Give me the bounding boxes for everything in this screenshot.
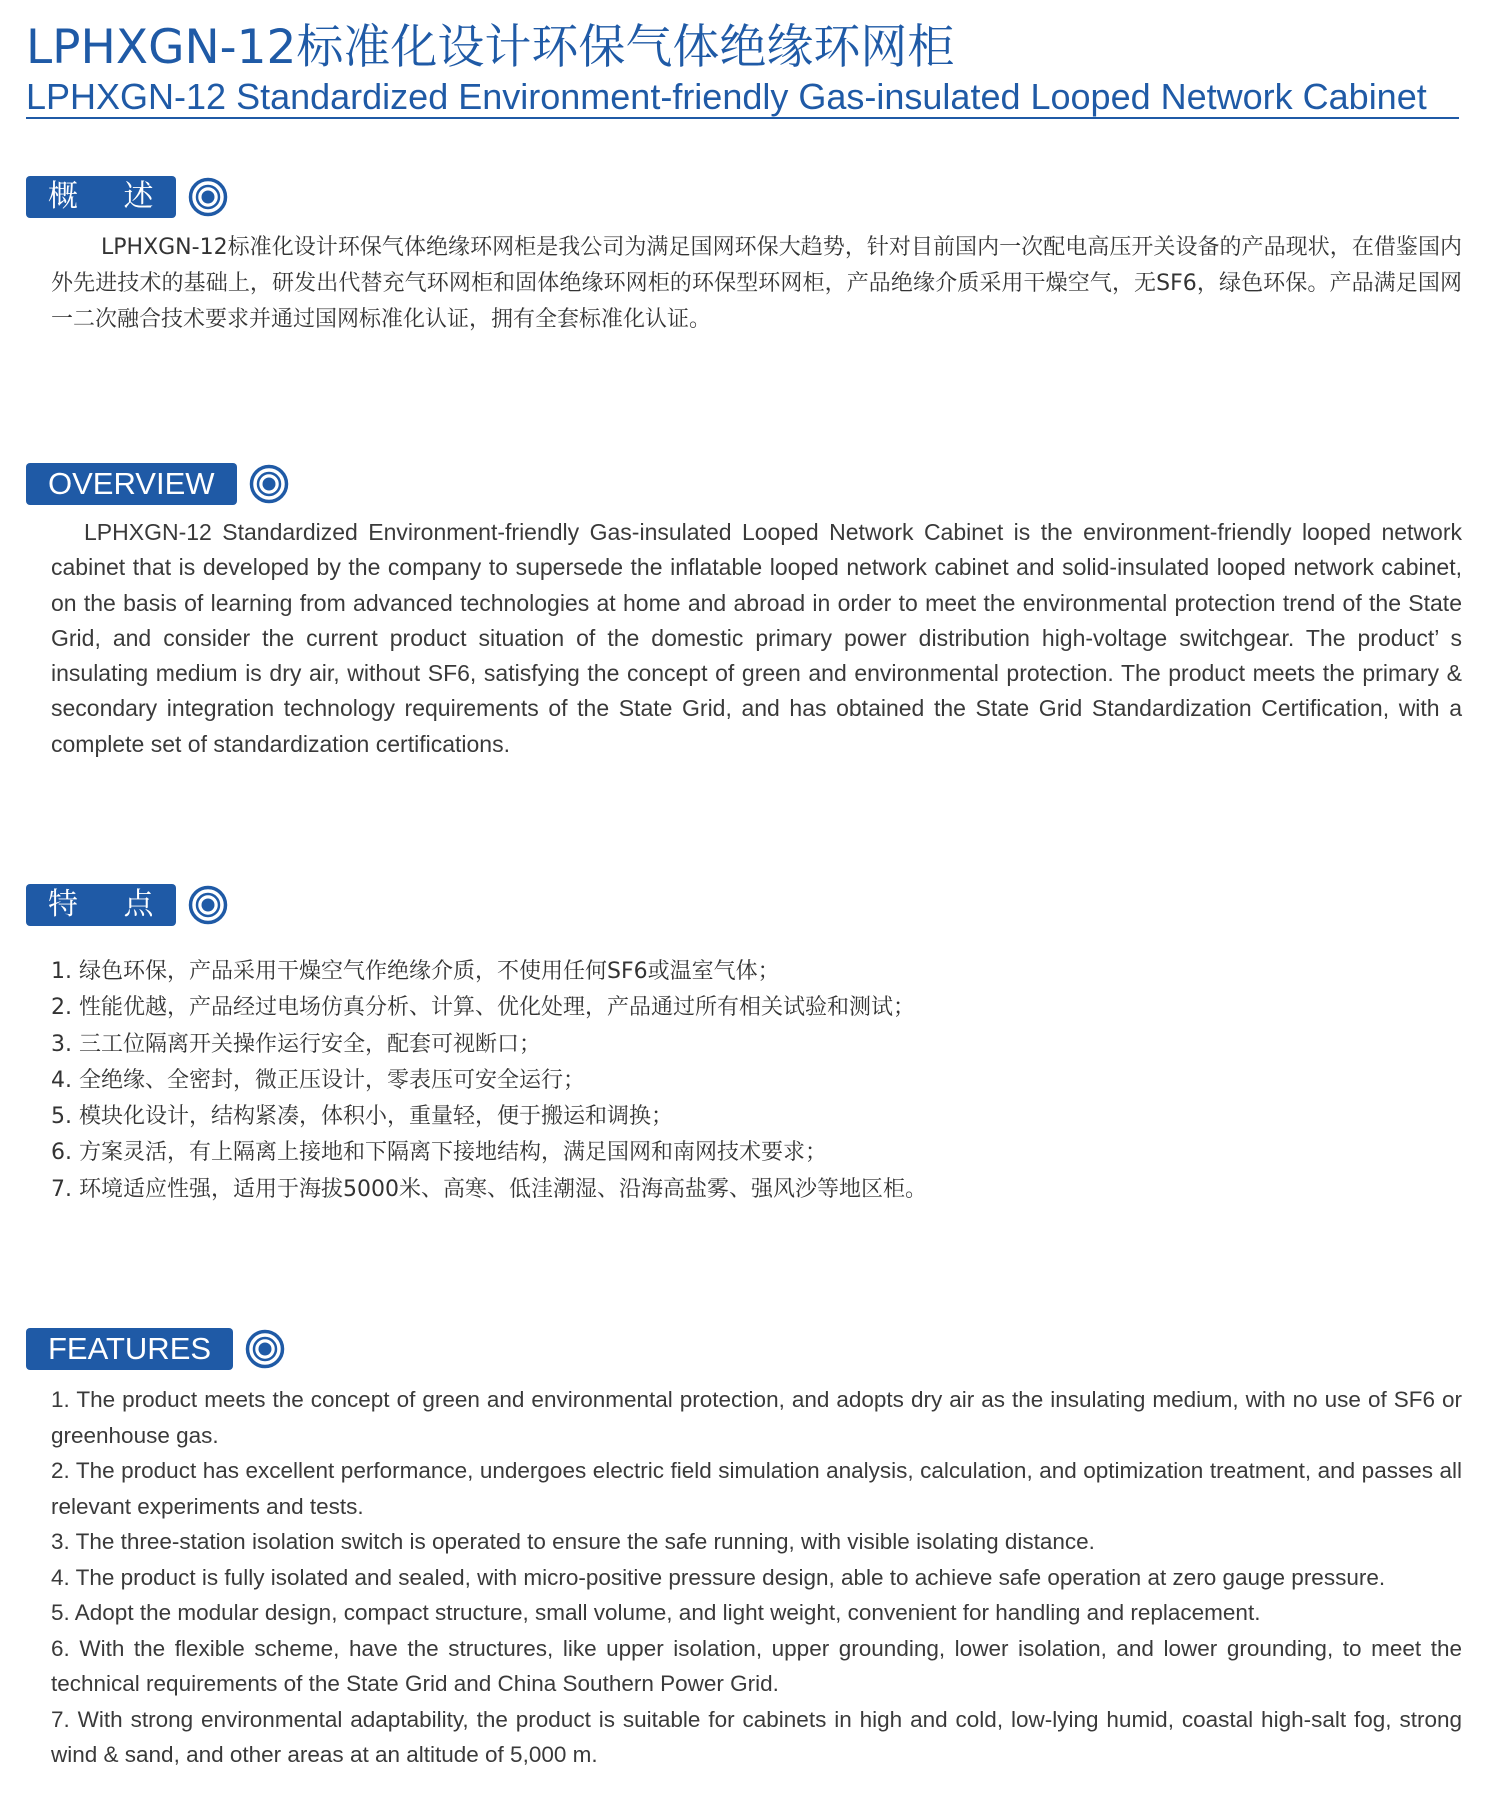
section-features-cn [26,884,1462,1208]
overview-en-paragraph: LPHXGN-12 Standardized Environment-friendly Gas-insulated Looped Network Cabinet is the environment-friendly looped network cabinet that is developed by the company to supersede the inflatable looped network cabinet and solid-insulated looped network cabinet, on the basis of learning from advanced technologies at home and abroad in order to meet the environmental protection trend of the State Grid, and consider the current product situation of the domestic primary power distribution high-voltage switchgear. The product’ s insulating medium is dry air, without SF6, satisfying the concept of green and environmental protection. The product meets the primary & secondary integration technology requirements of the State Grid, and has obtained the State Grid Standardization Certification, with a complete set of standardization certifications. [51,519,1462,757]
page-header [26,20,1466,118]
list-item: 1. 绿色环保，产品采用干燥空气作绝缘介质，不使用任何SF6或温室气体； [51,959,780,984]
target-icon [188,885,228,925]
section-tag-overview-cn: 概 述 [26,176,176,218]
target-icon [188,177,228,217]
section-features-en [26,1328,1462,1773]
target-icon [245,1329,285,1369]
section-heading-features-en [26,1328,1462,1376]
list-item: 5. Adopt the modular design, compact structure, small volume, and light weight, convenient for handling and replacement. [51,1600,1261,1625]
page-title-en: LPHXGN-12 Standardized Environment-friendly Gas-insulated Looped Network Cabinet [26,76,1427,117]
page-title-cn: LPHXGN-12标准化设计环保气体绝缘环网柜 [26,20,955,75]
section-overview-en [26,463,1462,762]
section-heading-overview-en [26,463,1462,511]
overview-cn-paragraph: LPHXGN-12标准化设计环保气体绝缘环网柜是我公司为满足国网环保大趋势，针对目前国内一次配电高压开关设备的产品现状，在借鉴国内外先进技术的基础上，研发出代替充气环网柜和固体绝缘环网柜的环保型环网柜，产品绝缘介质采用干燥空气，无SF6，绿色环保。产品满足国网一二次融合技术要求并通过国网标准化认证，拥有全套标准化认证。 [51,235,1462,332]
section-overview-cn [26,176,1462,338]
section-tag-features-en: FEATURES [26,1328,233,1370]
list-item: 3. The three-station isolation switch is operated to ensure the safe running, with visible isolating distance. [51,1529,1095,1554]
section-heading-features-cn [26,884,1462,932]
list-item: 2. 性能优越，产品经过电场仿真分析、计算、优化处理，产品通过所有相关试验和测试； [51,995,915,1021]
section-tag-features-cn: 特 点 [26,884,176,926]
list-item: 7. With strong environmental adaptability, the product is suitable for cabinets in high and cold, low-lying humid, coastal high-salt fog, strong wind & sand, and other areas at an altitude of 5,000 m. [51,1706,1462,1767]
list-item: 1. The product meets the concept of green and environmental protection, and adopts dry air as the insulating medium, with no use of SF6 or greenhouse gas. [51,1387,1462,1448]
features-en-list [26,1382,1462,1773]
section-heading-overview-cn [26,176,1462,224]
section-tag-overview-en: OVERVIEW [26,463,237,505]
list-item: 4. 全绝缘、全密封，微正压设计，零表压可安全运行； [51,1067,585,1093]
list-item: 3. 三工位隔离开关操作运行安全，配套可视断口； [51,1031,541,1057]
list-item: 6. With the flexible scheme, have the structures, like upper isolation, upper grounding, lower isolation, and lower grounding, to meet the technical requirements of the State Grid and China Southern Power Grid. [51,1635,1462,1696]
title-divider [26,117,1459,119]
list-item: 6. 方案灵活，有上隔离上接地和下隔离下接地结构，满足国网和南网技术要求； [51,1140,827,1166]
list-item: 2. The product has excellent performance, undergoes electric field simulation analysis, calculation, and optimization treatment, and passes all relevant experiments and tests. [51,1458,1462,1519]
list-item: 4. The product is fully isolated and sealed, with micro-positive pressure design, able to achieve safe operation at zero gauge pressure. [51,1564,1386,1590]
features-cn-list [26,954,1462,1208]
list-item: 5. 模块化设计，结构紧凑，体积小，重量轻，便于搬运和调换； [51,1104,673,1130]
list-item: 7. 环境适应性强，适用于海拔5000米、高寒、低洼潮湿、沿海高盐雾、强风沙等地区柜。 [51,1176,927,1202]
target-icon [249,464,289,504]
